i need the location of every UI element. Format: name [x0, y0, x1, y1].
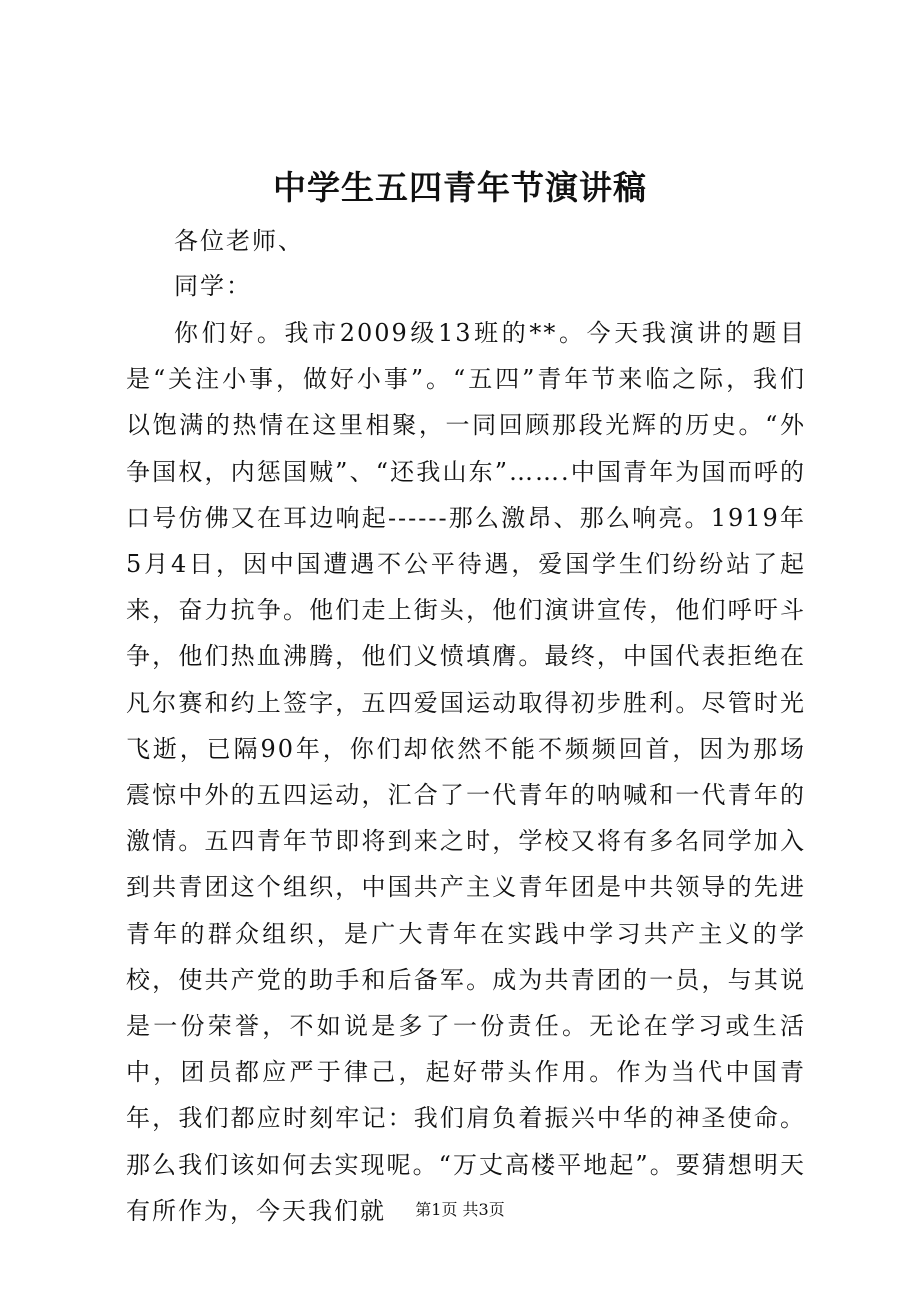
page-footer: 第1页 共3页	[415, 1200, 505, 1219]
salutation-students: 同学：	[174, 272, 252, 300]
document-title: 中学生五四青年节演讲稿	[273, 168, 647, 207]
salutation-teachers: 各位老师、	[174, 227, 304, 255]
body-paragraph: 你们好。我市2009级13班的**。今天我演讲的题目是“关注小事，做好小事”。“五四”青年节来临之际，我们以饱满的热情在这里相聚，一同回顾那段光辉的历史。“外争国权，内惩国贼”、“还我山东”…….中国青年为国而呼的口号仿佛又在耳边响起------那么激昂、那么响亮。1919年5月4日，因中国遭遇不公平待遇，爱国学生们纷纷站了起来，奋力抗争。他们走上街头，他们演讲宣传，他们呼吁斗争，他们热血沸腾，他们义愤填膺。最终，中国代表拒绝在凡尔赛和约上签字，五四爱国运动取得初步胜利。尽管时光飞逝，已隔90年，你们却依然不能不频频回首，因为那场震惊中外的五四运动，汇合了一代青年的呐喊和一代青年的激情。五四青年节即将到来之时，学校又将有多名同学加入到共青团这个组织，中国共产主义青年团是中共领导的先进青年的群众组织，是广大青年在实践中学习共产主义的学校，使共产党的助手和后备军。成为共青团的一员，与其说是一份荣誉，不如说是多了一份责任。无论在学习或生活中，团员都应严于律己，起好带头作用。作为当代中国青年，我们都应时刻牢记：我们肩负着振兴中华的神圣使命。那么我们该如何去实现呢。“万丈高楼平地起”。要猜想明天有所作为，今天我们就	[126, 319, 806, 1225]
